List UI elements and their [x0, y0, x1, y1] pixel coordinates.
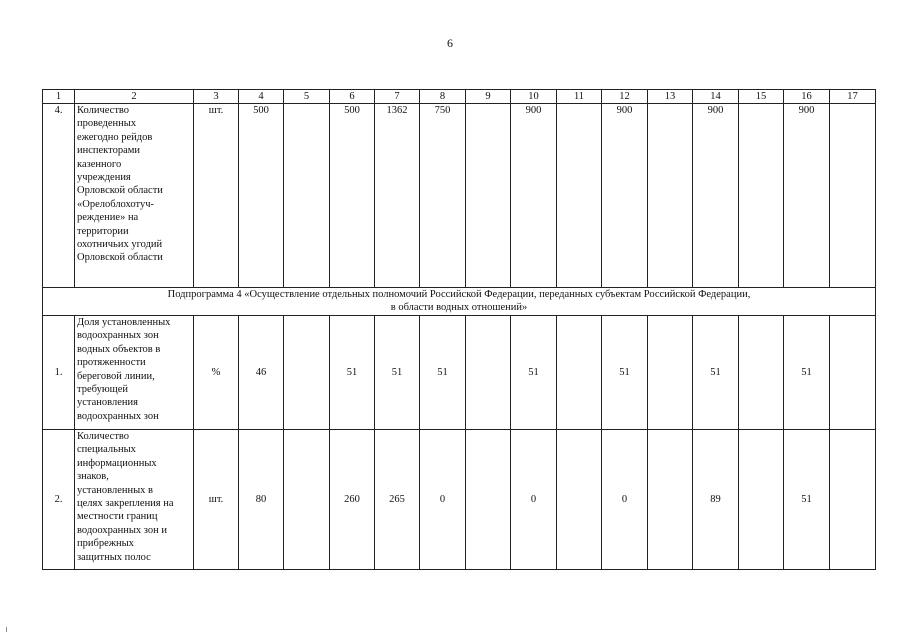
table-row: [43, 104, 876, 288]
value-cell: [648, 104, 693, 288]
indicators-table: [42, 89, 876, 570]
name-line: требующей: [77, 384, 129, 396]
value-cell: 51: [375, 316, 420, 430]
value-cell: 51: [602, 316, 648, 430]
value-cell: 51: [330, 316, 375, 430]
name-line: целях закрепления на: [77, 498, 174, 510]
header-cell: 2: [75, 90, 194, 104]
value-cell: 0: [602, 430, 648, 570]
value-cell: 51: [784, 430, 830, 570]
value-cell: [284, 430, 330, 570]
name-line: специальных: [77, 444, 136, 456]
value-cell: 51: [693, 316, 739, 430]
value-cell: 900: [693, 104, 739, 288]
value-cell: 900: [602, 104, 648, 288]
subprogram-line: в области водных отношений»: [390, 301, 528, 313]
value-cell: 900: [511, 104, 557, 288]
name-line: реждение» на: [77, 212, 139, 224]
value-cell: [557, 430, 602, 570]
value-cell: 0: [420, 430, 466, 570]
value-cell: [739, 316, 784, 430]
name-line: водоохранных зон и: [77, 524, 167, 536]
unit-cell: шт.: [194, 430, 239, 570]
name-line: проведенных: [77, 118, 137, 130]
name-line: учреждения: [77, 172, 131, 184]
value-cell: 46: [239, 316, 284, 430]
name-line: протяженности: [77, 357, 146, 369]
value-cell: 0: [511, 430, 557, 570]
value-cell: [830, 430, 876, 570]
name-line: защитных полос: [77, 551, 151, 563]
scan-mark: [6, 627, 7, 632]
value-cell: [648, 430, 693, 570]
header-cell: 17: [830, 90, 876, 104]
value-cell: [739, 104, 784, 288]
name-line: Орловской области: [77, 185, 163, 197]
value-cell: 51: [784, 316, 830, 430]
name-line: информационных: [77, 457, 157, 469]
value-cell: [466, 104, 511, 288]
header-cell: 4: [239, 90, 284, 104]
value-cell: [830, 104, 876, 288]
value-cell: 900: [784, 104, 830, 288]
name-line: Количество: [77, 105, 130, 116]
name-line: береговой линии,: [77, 370, 155, 382]
indicator-name: [75, 316, 194, 430]
row-number: 1.: [43, 316, 75, 430]
table-row: [43, 430, 876, 570]
header-cell: 8: [420, 90, 466, 104]
table-row: [43, 316, 876, 430]
row-number: 2.: [43, 430, 75, 570]
name-line: установления: [77, 397, 138, 409]
header-cell: 1: [43, 90, 75, 104]
name-line: Орловской области: [77, 252, 163, 264]
header-cell: 14: [693, 90, 739, 104]
name-line: прибрежных: [77, 538, 134, 550]
header-cell: 9: [466, 90, 511, 104]
value-cell: 750: [420, 104, 466, 288]
name-line: знаков,: [77, 471, 109, 483]
subprogram-line: Подпрограмма 4 «Осуществление отдельных полномочий Российской Федерации, переданных субъектам Российской Федерации,: [167, 289, 751, 300]
value-cell: 80: [239, 430, 284, 570]
value-cell: [284, 104, 330, 288]
name-line: ежегодно рейдов: [77, 131, 153, 143]
header-cell: 13: [648, 90, 693, 104]
value-cell: [557, 316, 602, 430]
value-cell: [648, 316, 693, 430]
name-line: «Орелоблохотуч-: [77, 198, 154, 210]
header-cell: 7: [375, 90, 420, 104]
header-cell: 6: [330, 90, 375, 104]
value-cell: [557, 104, 602, 288]
header-cell: 12: [602, 90, 648, 104]
indicator-name: [75, 430, 194, 570]
value-cell: [466, 430, 511, 570]
header-cell: 16: [784, 90, 830, 104]
page-number: 6: [447, 36, 453, 50]
header-cell: 15: [739, 90, 784, 104]
value-cell: 500: [239, 104, 284, 288]
name-line: водоохранных зон: [77, 330, 159, 342]
indicator-name: [75, 104, 194, 288]
value-cell: 265: [375, 430, 420, 570]
value-cell: 500: [330, 104, 375, 288]
name-line: инспекторами: [77, 145, 141, 157]
name-line: казенного: [77, 158, 122, 170]
name-line: водоохранных зон: [77, 410, 159, 422]
name-line: водных объектов в: [77, 343, 161, 355]
subprogram-title: [43, 288, 876, 316]
name-line: территории: [77, 225, 129, 237]
value-cell: 51: [420, 316, 466, 430]
name-line: установленных в: [77, 484, 154, 496]
value-cell: 260: [330, 430, 375, 570]
header-cell: 11: [557, 90, 602, 104]
value-cell: 1362: [375, 104, 420, 288]
subprogram-row: [43, 288, 876, 316]
value-cell: [284, 316, 330, 430]
name-line: местности границ: [77, 511, 158, 523]
value-cell: [739, 430, 784, 570]
value-cell: 51: [511, 316, 557, 430]
column-number-row: [43, 90, 876, 104]
name-line: охотничьих угодий: [77, 239, 163, 251]
row-number: 4.: [43, 104, 75, 288]
unit-cell: %: [194, 316, 239, 430]
unit-cell: шт.: [194, 104, 239, 288]
value-cell: [466, 316, 511, 430]
value-cell: 89: [693, 430, 739, 570]
header-cell: 5: [284, 90, 330, 104]
name-line: Доля установленных: [77, 317, 171, 328]
name-line: Количество: [77, 431, 130, 442]
header-cell: 3: [194, 90, 239, 104]
value-cell: [830, 316, 876, 430]
header-cell: 10: [511, 90, 557, 104]
